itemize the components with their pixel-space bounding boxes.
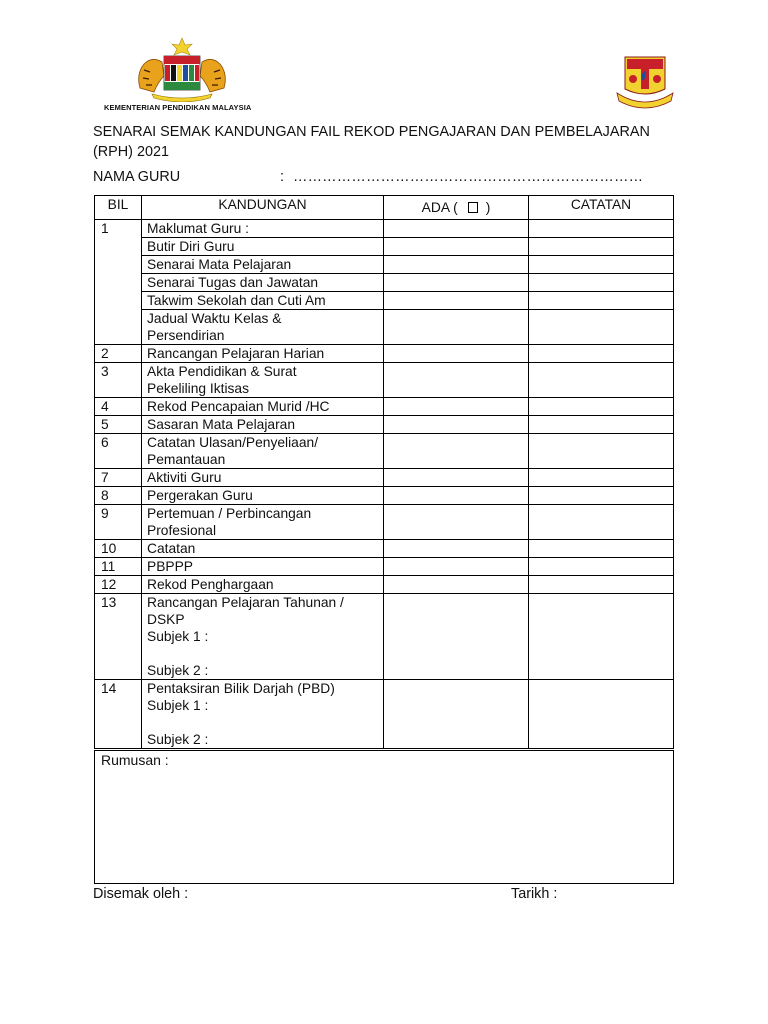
row-kandungan-line: Pemantauan [147, 452, 226, 467]
crest-tiger-right [200, 59, 225, 92]
row-catatan-cell[interactable] [529, 680, 674, 749]
row-ada-cell[interactable] [384, 434, 529, 469]
row-ada-cell[interactable] [384, 310, 529, 345]
row-catatan-cell[interactable] [529, 540, 674, 558]
header-kandungan: KANDUNGAN [142, 196, 384, 220]
teacher-name-blank: ……………………………………………………………… [293, 169, 644, 185]
table-row [95, 292, 674, 310]
row-catatan-cell[interactable] [529, 274, 674, 292]
row-kandungan [142, 680, 384, 749]
row-ada-cell[interactable] [384, 363, 529, 398]
row-bil [95, 310, 142, 345]
row-kandungan [142, 540, 384, 558]
row-kandungan [142, 576, 384, 594]
checklist-table [94, 195, 674, 749]
table-row [95, 505, 674, 540]
teacher-name-label: NAMA GURU [93, 169, 181, 185]
row-bil: 6 [95, 434, 142, 469]
row-catatan-cell[interactable] [529, 434, 674, 469]
row-ada-cell[interactable] [384, 220, 529, 238]
header-ada [384, 196, 529, 220]
row-catatan-cell[interactable] [529, 594, 674, 680]
row-kandungan-line: Rekod Pencapaian Murid /HC [147, 399, 330, 414]
row-kandungan-line: Catatan Ulasan/Penyeliaan/ [147, 435, 319, 450]
row-ada-cell[interactable] [384, 469, 529, 487]
ministry-crest-logo [134, 36, 230, 102]
row-kandungan-line: Pertemuan / Perbincangan [147, 506, 312, 521]
row-ada-cell[interactable] [384, 576, 529, 594]
row-ada-cell[interactable] [384, 238, 529, 256]
row-kandungan [142, 469, 384, 487]
header-bil: BIL [95, 196, 142, 220]
row-ada-cell[interactable] [384, 274, 529, 292]
row-kandungan-line: Jadual Waktu Kelas & [147, 311, 282, 326]
row-kandungan [142, 594, 384, 680]
page-title: SENARAI SEMAK KANDUNGAN FAIL REKOD PENGAJARAN DAN PEMBELAJARAN (RPH) 2021 [93, 124, 650, 160]
row-catatan-cell[interactable] [529, 398, 674, 416]
table-row [95, 363, 674, 398]
row-bil: 10 [95, 540, 142, 558]
row-kandungan-line [147, 714, 383, 731]
crest-tiger-left [139, 59, 164, 92]
table-row [95, 416, 674, 434]
row-kandungan [142, 363, 384, 398]
teacher-name-row [93, 169, 644, 185]
table-row [95, 558, 674, 576]
row-kandungan [142, 292, 384, 310]
table-row [95, 680, 674, 749]
checklist-body [95, 220, 674, 749]
row-kandungan-line: Senarai Mata Pelajaran [147, 257, 292, 272]
row-kandungan-line: Rancangan Pelajaran Tahunan / [147, 595, 344, 610]
row-bil: 12 [95, 576, 142, 594]
row-catatan-cell[interactable] [529, 576, 674, 594]
row-catatan-cell[interactable] [529, 345, 674, 363]
table-row [95, 594, 674, 680]
row-kandungan-line: Pekeliling Iktisas [147, 381, 249, 396]
crest-motto-scroll [152, 94, 212, 102]
row-bil: 11 [95, 558, 142, 576]
row-bil: 1 [95, 220, 142, 238]
row-bil: 3 [95, 363, 142, 398]
teacher-name-separator: : [280, 169, 284, 185]
table-row [95, 220, 674, 238]
school-crest-logo [615, 55, 675, 109]
row-bil: 13 [95, 594, 142, 680]
row-kandungan-line: Profesional [147, 523, 217, 538]
date-label: Tarikh : [511, 886, 558, 902]
tick-box-icon [468, 202, 478, 213]
row-bil [95, 274, 142, 292]
row-kandungan [142, 558, 384, 576]
rumusan-label: Rumusan : [101, 752, 169, 768]
row-kandungan-line: Subjek 2 : [147, 663, 209, 678]
table-row [95, 469, 674, 487]
row-kandungan [142, 310, 384, 345]
row-bil: 5 [95, 416, 142, 434]
row-kandungan [142, 238, 384, 256]
table-row [95, 310, 674, 345]
row-ada-cell[interactable] [384, 345, 529, 363]
row-kandungan [142, 256, 384, 274]
header-ada-prefix: ADA ( [421, 200, 458, 215]
row-ada-cell[interactable] [384, 487, 529, 505]
row-kandungan [142, 274, 384, 292]
row-catatan-cell[interactable] [529, 469, 674, 487]
checked-by-label: Disemak oleh : [93, 886, 189, 902]
row-kandungan [142, 345, 384, 363]
row-bil [95, 238, 142, 256]
row-catatan-cell[interactable] [529, 310, 674, 345]
row-catatan-cell[interactable] [529, 363, 674, 398]
row-catatan-cell[interactable] [529, 487, 674, 505]
row-ada-cell[interactable] [384, 292, 529, 310]
row-ada-cell[interactable] [384, 540, 529, 558]
row-kandungan-line: Pentaksiran Bilik Darjah (PBD) [147, 681, 335, 696]
row-kandungan [142, 416, 384, 434]
row-kandungan-line: Subjek 1 : [147, 629, 209, 644]
table-row [95, 434, 674, 469]
row-kandungan-line: Rekod Penghargaan [147, 577, 274, 592]
crest-shield [164, 56, 200, 90]
row-kandungan-line: Subjek 2 : [147, 732, 209, 747]
ministry-name: KEMENTERIAN PENDIDIKAN MALAYSIA [104, 103, 252, 112]
row-kandungan-line: Pergerakan Guru [147, 488, 253, 503]
row-catatan-cell[interactable] [529, 416, 674, 434]
row-ada-cell[interactable] [384, 594, 529, 680]
row-ada-cell[interactable] [384, 398, 529, 416]
table-row [95, 345, 674, 363]
table-row [95, 398, 674, 416]
row-ada-cell[interactable] [384, 680, 529, 749]
row-bil: 8 [95, 487, 142, 505]
row-catatan-cell[interactable] [529, 256, 674, 274]
row-kandungan [142, 434, 384, 469]
row-ada-cell[interactable] [384, 558, 529, 576]
row-kandungan-line: Subjek 1 : [147, 698, 209, 713]
row-bil: 2 [95, 345, 142, 363]
row-kandungan [142, 220, 384, 238]
row-kandungan [142, 398, 384, 416]
row-kandungan-line: Maklumat Guru : [147, 221, 249, 236]
table-row [95, 540, 674, 558]
row-bil [95, 256, 142, 274]
table-row [95, 576, 674, 594]
row-catatan-cell[interactable] [529, 292, 674, 310]
row-kandungan-line [147, 645, 383, 662]
table-row [95, 238, 674, 256]
row-kandungan-line: PBPPP [147, 559, 194, 574]
row-kandungan [142, 505, 384, 540]
header-ada-suffix: ) [485, 200, 491, 215]
rumusan-box[interactable] [94, 750, 674, 884]
header-catatan: CATATAN [529, 196, 674, 220]
row-catatan-cell[interactable] [529, 505, 674, 540]
row-kandungan-line: Senarai Tugas dan Jawatan [147, 275, 319, 290]
row-kandungan-line: Sasaran Mata Pelajaran [147, 417, 296, 432]
row-bil: 4 [95, 398, 142, 416]
table-row [95, 487, 674, 505]
row-bil [95, 292, 142, 310]
table-row [95, 256, 674, 274]
row-bil: 14 [95, 680, 142, 749]
row-bil: 7 [95, 469, 142, 487]
crest-star [172, 38, 192, 55]
row-kandungan-line: Takwim Sekolah dan Cuti Am [147, 293, 326, 308]
row-kandungan-line: Rancangan Pelajaran Harian [147, 346, 325, 361]
row-ada-cell[interactable] [384, 416, 529, 434]
row-bil: 9 [95, 505, 142, 540]
row-kandungan-line: DSKP [147, 612, 185, 627]
table-row [95, 274, 674, 292]
row-kandungan-line: Aktiviti Guru [147, 470, 222, 485]
row-ada-cell[interactable] [384, 505, 529, 540]
row-kandungan-line: Catatan [147, 541, 196, 556]
row-catatan-cell[interactable] [529, 220, 674, 238]
row-ada-cell[interactable] [384, 256, 529, 274]
row-kandungan [142, 487, 384, 505]
table-header-row [95, 196, 674, 220]
row-catatan-cell[interactable] [529, 238, 674, 256]
row-kandungan-line: Butir Diri Guru [147, 239, 235, 254]
row-catatan-cell[interactable] [529, 558, 674, 576]
row-kandungan-line: Akta Pendidikan & Surat [147, 364, 297, 379]
row-kandungan-line: Persendirian [147, 328, 225, 343]
